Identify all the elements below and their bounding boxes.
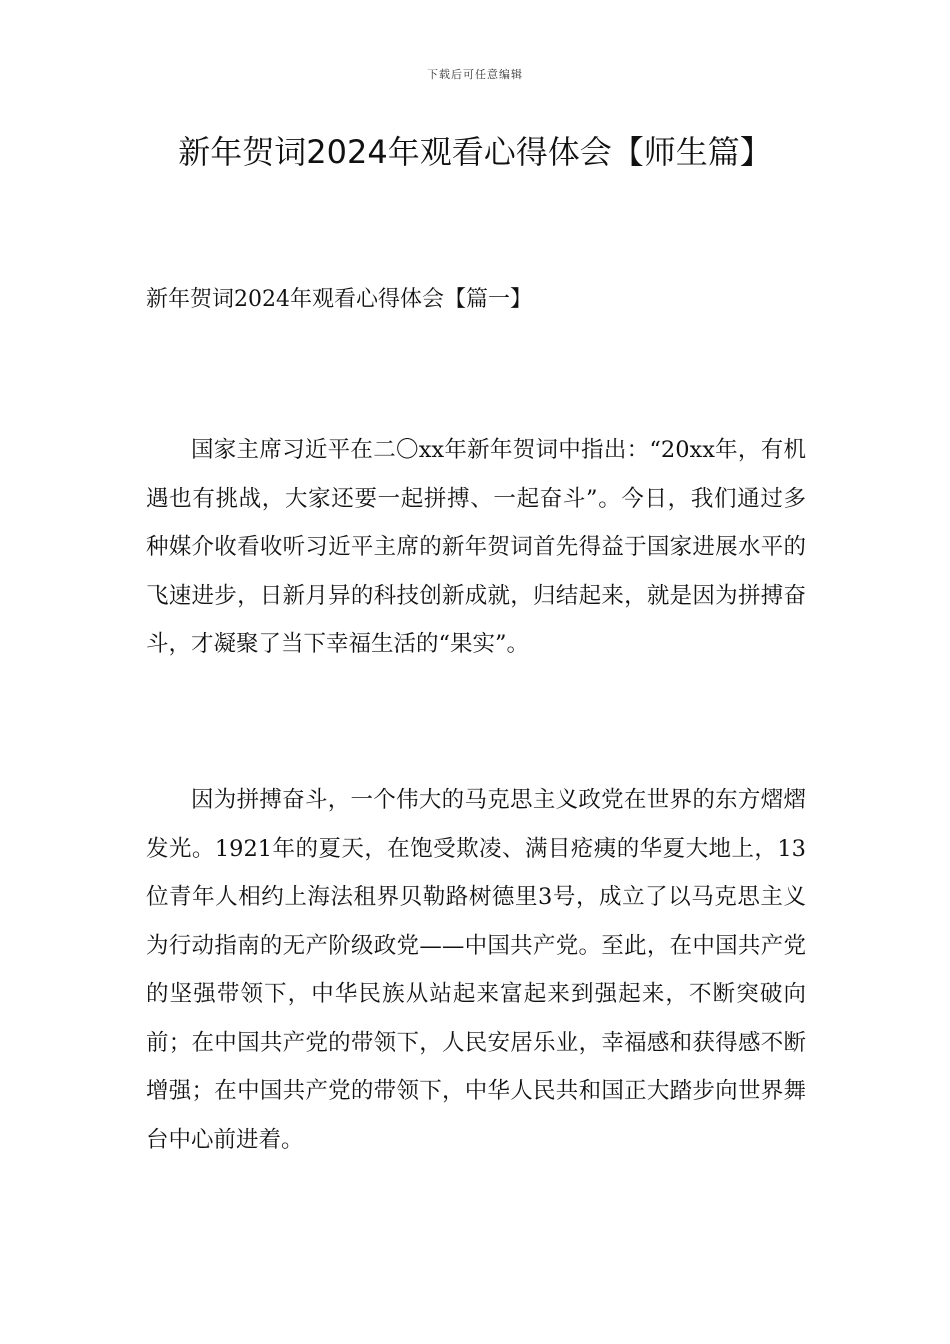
- paragraph-2: 因为拼搏奋斗，一个伟大的马克思主义政党在世界的东方熠熠发光。1921年的夏天，在饱受欺凌、满目疮痍的华夏大地上，13位青年人相约上海法租界贝勒路树德里3号，成立了以马克思主义为行动指南的无产阶级政党——中国共产党。至此，在中国共产党的坚强带领下，中华民族从站起来富起来到强起来，不断突破向前；在中国共产党的带领下，人民安居乐业，幸福感和获得感不断增强；在中国共产党的带领下，中华人民共和国正大踏步向世界舞台中心前进着。: [146, 787, 806, 1153]
- header-note: 下载后可任意编辑: [427, 68, 523, 81]
- section-title: 新年贺词2024年观看心得体会【篇一】: [146, 287, 532, 312]
- paragraph-1: 国家主席习近平在二〇xx年新年贺词中指出：“20xx年，有机遇也有挑战，大家还要一起拼搏、一起奋斗”。今日，我们通过多种媒介收看收听习近平主席的新年贺词首先得益于国家进展水平的飞速进步，日新月异的科技创新成就，归结起来，就是因为拼搏奋斗，才凝聚了当下幸福生活的“果实”。: [146, 437, 806, 657]
- document-title: 新年贺词2024年观看心得体会【师生篇】: [178, 133, 772, 171]
